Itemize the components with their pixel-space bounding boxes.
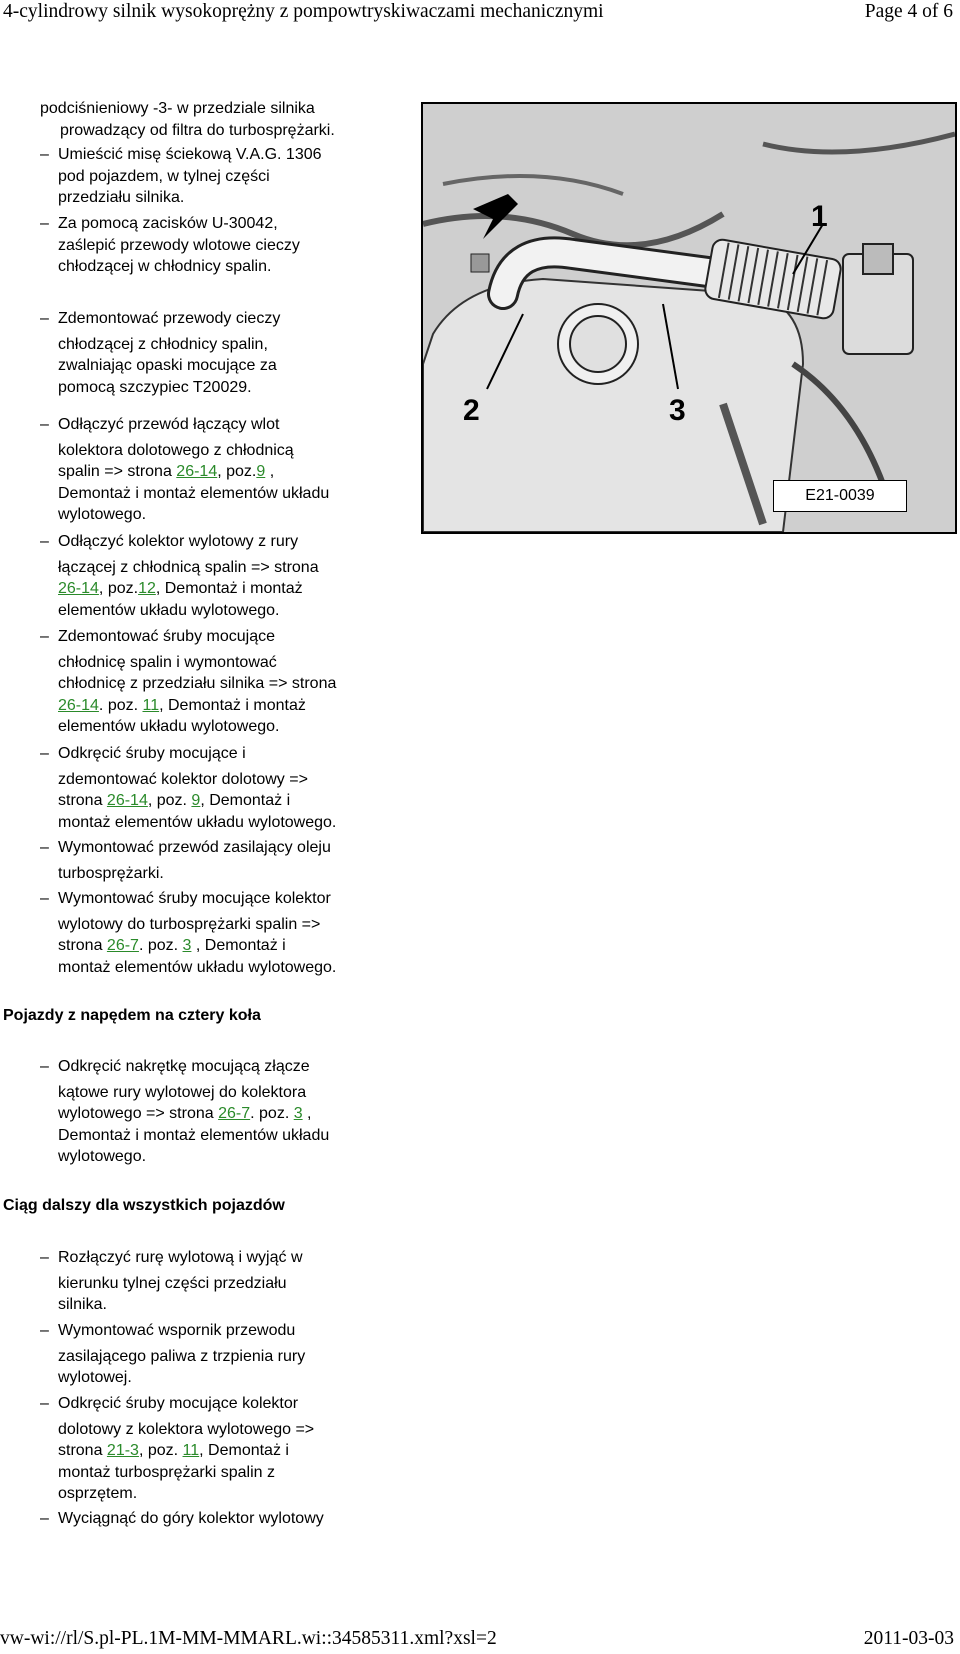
step-all-3: – Odkręcić śruby mocujące kolektor dolotowy z kolektora wylotowego => strona 21-3, poz. 11, Demontaż i montaż turbosprężarki spalin z osprzętem.: [40, 1395, 315, 1502]
link-26-14[interactable]: 26-14: [58, 696, 99, 714]
footer-date: 2011-03-03: [863, 1628, 954, 1649]
link-poz-12[interactable]: 12: [138, 580, 156, 597]
intro-text: podciśnieniowy -3- w przedziale silnika prowadzący od filtra do turbosprężarki.: [40, 100, 335, 139]
section-heading-awd: Pojazdy z napędem na cztery koła: [3, 1007, 261, 1024]
callout-1: 1: [811, 200, 828, 233]
link-poz-9[interactable]: 9: [191, 792, 201, 809]
figure-code: E21-0039: [773, 480, 907, 512]
step-5: – Odłączyć kolektor wylotowy z rury łączącej z chłodnicą spalin => strona 26-14, poz.12, Demontaż i montaż elementów układu wylotowego.: [40, 533, 319, 619]
step-7: – Odkręcić śruby mocujące i zdemontować kolektor dolotowy => strona 26-14, poz. 9, Demontaż i montaż elementów układu wylotowego.: [40, 745, 337, 831]
document-title: 4-cylindrowy silnik wysokoprężny z pompowtryskiwaczami mechanicznymi: [3, 1, 604, 22]
engine-illustration: [421, 102, 957, 534]
step-4: – Odłączyć przewód łączący wlot kolektora dolotowego z chłodnicą spalin => strona 26-14, poz.9 , Demontaż i montaż elementów układu wylotowego.: [40, 416, 330, 523]
link-poz-11[interactable]: 11: [142, 696, 160, 714]
callout-3: 3: [669, 394, 686, 427]
link-poz-3[interactable]: 3: [293, 1105, 303, 1122]
link-poz-11[interactable]: 11: [182, 1442, 200, 1459]
page-number: Page 4 of 6: [864, 1, 953, 22]
step-all-2: – Wymontować wspornik przewodu zasilającego paliwa z trzpienia rury wylotowej.: [40, 1322, 306, 1386]
link-26-14[interactable]: 26-14: [58, 580, 99, 597]
link-26-14[interactable]: 26-14: [106, 792, 148, 809]
step-awd-1: – Odkręcić nakrętkę mocującą złącze kątowe rury wylotowej do kolektora wylotowego => strona 26-7. poz. 3 , Demontaż i montaż elementów układu wylotowego.: [40, 1058, 330, 1165]
step-8: – Wymontować przewód zasilający oleju turbosprężarki.: [40, 839, 331, 882]
step-3: – Zdemontować przewody cieczy chłodzącej z chłodnicy spalin, zwalniając opaski mocujące za pomocą szczypiec T20029.: [40, 310, 281, 396]
step-9: – Wymontować śruby mocujące kolektor wylotowy do turbosprężarki spalin => strona 26-7. poz. 3 , Demontaż i montaż elementów układu wylotowego.: [40, 890, 337, 976]
step-all-4: – Wyciągnąć do góry kolektor wylotowy: [40, 1510, 324, 1527]
link-21-3[interactable]: 21-3: [106, 1442, 139, 1459]
link-poz-3[interactable]: 3: [182, 937, 192, 954]
page-footer: [0, 1628, 960, 1654]
link-poz-9[interactable]: 9: [256, 463, 266, 480]
callout-2: 2: [463, 394, 480, 427]
footer-url: vw-wi://rl/S.pl-PL.1M-MM-MMARL.wi::34585311.xml?xsl=2: [0, 1628, 497, 1649]
page-header: [0, 0, 960, 34]
section-heading-all-vehicles: Ciąg dalszy dla wszystkich pojazdów: [3, 1197, 285, 1214]
link-26-14[interactable]: 26-14: [176, 463, 218, 480]
step-6: – Zdemontować śruby mocujące chłodnicę spalin i wymontować chłodnicę z przedziału silnika => strona 26-14. poz. 11, Demontaż i montaż elementów układu wylotowego.: [40, 628, 337, 735]
step-all-1: – Rozłączyć rurę wylotową i wyjąć w kierunku tylnej części przedziału silnika.: [40, 1249, 303, 1313]
engine-drawing: [423, 104, 955, 532]
link-26-7[interactable]: 26-7: [106, 937, 139, 954]
step-1: – Umieścić misę ściekową V.A.G. 1306 pod pojazdem, w tylnej części przedziału silnika.: [40, 146, 322, 206]
step-2: – Za pomocą zacisków U-30042, zaślepić przewody wlotowe cieczy chłodzącej w chłodnicy spalin.: [40, 215, 300, 275]
link-26-7[interactable]: 26-7: [218, 1105, 251, 1122]
